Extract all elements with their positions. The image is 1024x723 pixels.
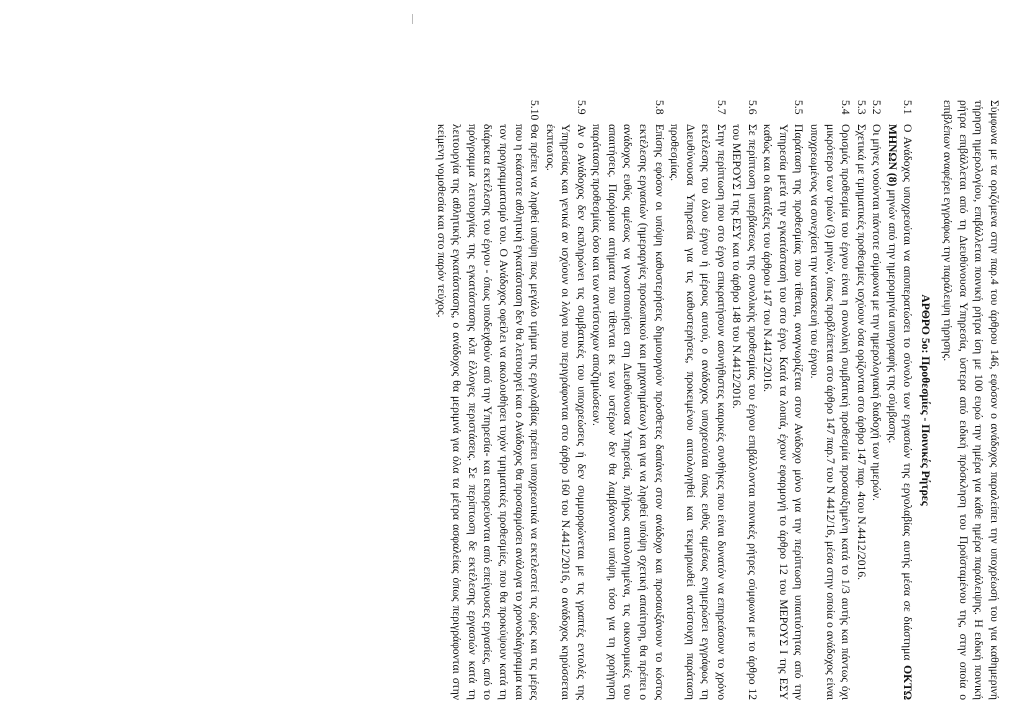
item-text: Οι μήνες νοούνται πάντοτε σύμφωνα με την ημερολογιακή διαδοχή των ημερών. <box>870 124 884 501</box>
article-item <box>884 100 915 700</box>
intro-paragraph: Σύμφωνα με τα οριζόμενα στην παρ.4 του άρθρου 146, εφόσον ο ανάδοχος παραλείπει την υποχρέωσή του για καθημερινή τήρηση ημερολογίου, επιβάλλεται ποινική ρήτρα ίση με 100 ευρώ την ημέρα για κάθε ημέρα παράλειψης. Η ειδική ποινική ρήτρα επιβάλλεται από τη Διευθύνουσα Υπηρεσία, ύστερα από ειδική πρόσκληση του Προϊσταμένου της, στην οποία ο επιβλέπων αναφέρει εγγράφως την παράλειψη τήρησης. <box>941 100 1001 700</box>
scan-mark <box>412 14 413 24</box>
item-number: 5.2 <box>870 100 884 115</box>
item-text: Σε περίπτωση υπερβάσεως της συνολικής προθεσμίας του έργου επιβάλλονται ποινικές ρήτρες σύμφωνα με το άρθρο 12 του ΜΕΡΟΥΣ Ι της ΕΣΥ και το άρθρο 148 του Ν.4412/2016. <box>730 124 759 700</box>
article-heading: ΑΡΘΡΟ 5ο: Προθεσμίες - Ποινικές Ρήτρες <box>918 294 932 506</box>
item-number: 5.6 <box>745 100 759 115</box>
item-number: 5.3 <box>854 100 868 115</box>
article-item <box>589 100 667 700</box>
item-text: Ορισμός προθεσμία του έργου είναι η συνολική συμβατική προθεσμία προσαυξημένη κατά το 1/3 αυτής και πάντως όχι μικρότερο των τριών (3) μηνών, όπως προβλέπεται στο άρθρο 147 παρ.7 του Ν 4412/16, μέσα στην οποία ο ανάδοχος είναι υποχρεωμένος να συνεχίσει την κατασκευή του έργου. <box>807 124 853 700</box>
item-text: Αν ο Ανάδοχος δεν εκπληρώνει τις συμβατικές του υποχρεώσεις ή δεν συμμορφώνεται με τις γραπτές εντολές της Υπηρεσίας και γενικά αν ισχύουν οι λόγοι που περιγράφονται στο άρθρο 160 του Ν.4412/2016, ο ανάδοχος κηρύσσεται έκπτωτος. <box>543 124 588 700</box>
item-text: Στην περίπτωση που στο έργο επικρατήσουν ασυνήθιστες καιρικές συνθήκες που είναι δυνατόν να επηρεάσουν το χρόνο εκτέλεσης του όλου έργου ή μέρους αυτού, ο ανάδοχος υποχρεούται όπως ευθύς αμέσως ενημερώσει εγγράφως τη Διευθύνουσα Υπηρεσία για τις καθυστερήσεις, προκειμένου αιτιολογηθεί και τεκμηριωθεί αντίστοιχη παράταση προθεσμίας. <box>668 124 728 700</box>
item-text-bold: ΟΚΤΩ ΜΗΝΩΝ (8) <box>885 124 915 700</box>
article-item <box>667 100 729 700</box>
item-number: 5.5 <box>792 100 806 115</box>
article-item <box>729 100 760 700</box>
article-item <box>869 100 885 700</box>
article-item <box>806 100 853 700</box>
item-number: 5.9 <box>574 100 588 115</box>
article-item <box>433 100 542 700</box>
article-items <box>433 100 915 700</box>
rotated-text-block <box>433 100 1002 700</box>
item-text: Σχετικά με τμηματικές προθεσμίες ισχύουν όσα ορίζονται στο άρθρο 147 παρ. 4του Ν.4412/2016. <box>854 124 868 581</box>
item-text: Ο Ανάδοχος υποχρεούται να αποπερατώσει το σύνολο των εργασιών της εργολαβίας αυτής μέσα σε διάστημα <box>901 124 915 666</box>
item-number: 5.7 <box>714 100 728 115</box>
item-number: 5.10 <box>528 100 542 121</box>
item-number: 5.4 <box>839 100 853 115</box>
article-item <box>853 100 869 700</box>
article-item <box>760 100 807 700</box>
item-text: Θα πρέπει να ληφθεί υπόψη πως μεγάλο τμήμα της εργολαβίας πρέπει υποχρεωτικά να εκτελεστεί τις ώρες και τις μέρες που η εκάστοτε αθλητική εγκατάσταση δεν θα λειτουργεί και ο Ανάδοχος θα προσαρμόσει ανάλογα το χρονοδιάγραμμα και τον προγραμματισμό του. Ο Ανάδοχος οφείλει να ακολουθήσει τυχόν τμηματικές προθεσμίες, που θα προκύψουν κατά τη διάρκεια εκτέλεσης του έργου - όπως υποδειχθούν από την Υπηρεσία- και εκπορεύονται από επείγουσες εργασίες, από το πρόγραμμα λειτουργίας της εγκατάστασης κλπ έλλογες περιστάσεις. Σε περίπτωση δε εκτέλεσης εργασιών κατά τη λειτουργία της αθλητικής εγκατάστασης, ο ανάδοχος θα μεριμνά για όλα τα μέτρα ασφαλείας όπως περιγράφονται στην κείμενη νομοθεσία και στο παρόν τεύχος. <box>434 124 542 700</box>
item-number: 5.8 <box>652 100 666 115</box>
item-text-continued: μηνών από την ημερομηνία υπογραφής της σύμβασης. <box>885 186 899 444</box>
article-item <box>542 100 589 700</box>
item-text: Επίσης εφόσον οι υπόψη καθυστερήσεις δημιουργούν πρόσθετες δαπάνες στον ανάδοχο και προσαυξάνουν το κόστος εκτέλεσης εργασιών (ημεραργίες προσωπικού και μηχανημάτων) και για να ληφθεί υπόψη σχετική απαίτηση, θα πρέπει ο ανάδοχος ευθύς αμέσως να γνωστοποιήσει στη Διευθύνουσα Υπηρεσία, πλήρως αιτιολογημένα, τις οικονομικές του απαιτήσεις. Παρόμοια αιτήματα που τίθενται εκ των υστέρων δεν θα λαμβάνονται υπόψη, τόσο για τη χορήγηση παράτασης προθεσμίας όσο και των αντίστοιχων αποζημιώσεων. <box>590 124 666 700</box>
item-text: Παράταση της προθεσμίας που τίθεται, αναγνωρίζεται στον Ανάδοχο μόνο για την περίπτωση υπαιτιότητας από την Υπηρεσία μετά την εγκατάστασή του στο έργο. Κατά τα λοιπά, έχουν εφαρμογή το άρθρο 12 του ΜΕΡΟΥΣ Ι της ΕΣΥ καθώς και οι διατάξεις του άρθρου 147 του Ν.4412/2016. <box>761 124 806 700</box>
item-number: 5.1 <box>901 100 915 115</box>
